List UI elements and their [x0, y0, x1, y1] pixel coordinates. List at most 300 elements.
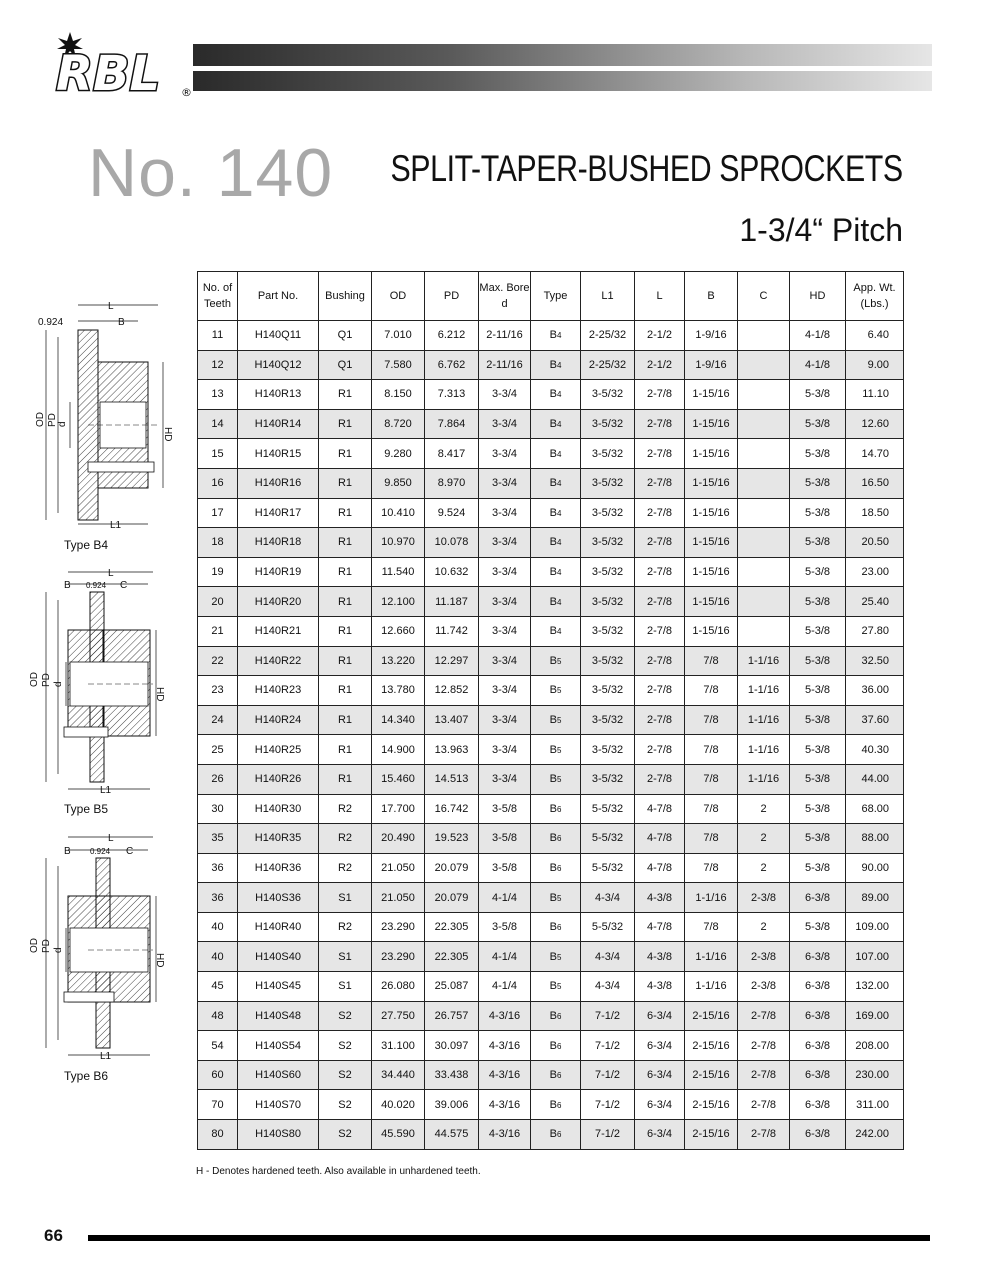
table-cell: H140S54 — [238, 1031, 319, 1061]
table-cell: 6-3/8 — [790, 883, 846, 913]
b6-l-label: L — [108, 833, 114, 844]
table-cell: B4 — [531, 616, 581, 646]
table-cell: 7-1/2 — [581, 1031, 635, 1061]
table-cell: 23 — [198, 676, 238, 706]
table-cell: B5 — [531, 646, 581, 676]
table-cell: 22.305 — [425, 912, 479, 942]
table-cell: S2 — [319, 1090, 372, 1120]
table-cell: Q1 — [319, 350, 372, 380]
table-cell: 1-9/16 — [685, 321, 738, 351]
table-cell: 35 — [198, 824, 238, 854]
table-cell: 9.280 — [372, 439, 425, 469]
table-cell: 3-5/32 — [581, 528, 635, 558]
table-cell: 7-1/2 — [581, 1001, 635, 1031]
table-cell: 5-3/8 — [790, 528, 846, 558]
table-cell: 2-15/16 — [685, 1090, 738, 1120]
table-cell: B5 — [531, 676, 581, 706]
table-cell: H140Q11 — [238, 321, 319, 351]
table-cell: H140R18 — [238, 528, 319, 558]
table-cell: 8.417 — [425, 439, 479, 469]
table-cell: 1-1/16 — [738, 676, 790, 706]
table-cell: H140S70 — [238, 1090, 319, 1120]
b4-l1-label: L1 — [110, 520, 122, 531]
table-cell: H140R25 — [238, 735, 319, 765]
col-header: App. Wt. (Lbs.) — [846, 272, 904, 321]
table-cell: 6-3/4 — [635, 1060, 685, 1090]
table-cell: 48 — [198, 1001, 238, 1031]
table-cell: 6-3/8 — [790, 1001, 846, 1031]
table-cell: 12.100 — [372, 587, 425, 617]
table-cell: B6 — [531, 1031, 581, 1061]
table-cell: 12.660 — [372, 616, 425, 646]
table-cell: R1 — [319, 498, 372, 528]
table-cell: 1-15/16 — [685, 498, 738, 528]
table-cell: Q1 — [319, 321, 372, 351]
table-cell: 5-3/8 — [790, 557, 846, 587]
table-cell: 9.850 — [372, 468, 425, 498]
table-cell: R1 — [319, 557, 372, 587]
table-cell: 3-5/32 — [581, 557, 635, 587]
table-cell — [738, 321, 790, 351]
table-cell: B5 — [531, 972, 581, 1002]
table-cell: B4 — [531, 587, 581, 617]
table-row — [198, 735, 904, 765]
table-cell — [738, 380, 790, 410]
table-cell — [738, 587, 790, 617]
table-cell: 1-1/16 — [738, 646, 790, 676]
table-cell: 5-3/8 — [790, 705, 846, 735]
table-cell: 40.020 — [372, 1090, 425, 1120]
table-cell: 4-3/8 — [635, 883, 685, 913]
table-cell: 6.762 — [425, 350, 479, 380]
table-cell: 5-3/8 — [790, 439, 846, 469]
table-cell: 39.006 — [425, 1090, 479, 1120]
col-header: C — [738, 272, 790, 321]
b5-b-label: B — [64, 580, 71, 591]
table-cell: 4-1/4 — [479, 972, 531, 1002]
table-cell: R2 — [319, 824, 372, 854]
col-header: No. of Teeth — [198, 272, 238, 321]
table-cell: 5-3/8 — [790, 646, 846, 676]
table-cell: 2-7/8 — [635, 439, 685, 469]
table-cell: 3-5/32 — [581, 587, 635, 617]
table-cell: R1 — [319, 587, 372, 617]
table-cell: 1-1/16 — [685, 883, 738, 913]
table-cell: 4-7/8 — [635, 794, 685, 824]
table-cell: 3-3/4 — [479, 587, 531, 617]
table-cell: H140R23 — [238, 676, 319, 706]
table-cell: 26.080 — [372, 972, 425, 1002]
table-cell: 11.10 — [846, 380, 904, 410]
col-header: Max. Bore d — [479, 272, 531, 321]
table-cell: 311.00 — [846, 1090, 904, 1120]
table-cell: 45.590 — [372, 1120, 425, 1150]
table-cell: 6-3/8 — [790, 942, 846, 972]
table-cell: 1-1/16 — [685, 972, 738, 1002]
table-cell: 2-7/8 — [635, 468, 685, 498]
table-cell: 6-3/4 — [635, 1120, 685, 1150]
table-cell: 2-25/32 — [581, 350, 635, 380]
table-cell: H140R19 — [238, 557, 319, 587]
table-cell: 3-5/8 — [479, 794, 531, 824]
table-cell: H140R17 — [238, 498, 319, 528]
table-cell: 3-3/4 — [479, 498, 531, 528]
table-cell — [738, 557, 790, 587]
table-cell — [738, 439, 790, 469]
table-cell: 80 — [198, 1120, 238, 1150]
table-cell: 6.212 — [425, 321, 479, 351]
table-cell: 1-1/16 — [738, 705, 790, 735]
table-row — [198, 528, 904, 558]
table-cell: H140R26 — [238, 764, 319, 794]
b4-hd-label: HD — [162, 427, 173, 442]
table-row — [198, 1031, 904, 1061]
col-header: B — [685, 272, 738, 321]
table-cell: 4-3/16 — [479, 1090, 531, 1120]
table-cell — [738, 409, 790, 439]
table-cell: 3-3/4 — [479, 735, 531, 765]
table-cell: S2 — [319, 1031, 372, 1061]
table-cell: 19.523 — [425, 824, 479, 854]
table-cell: 132.00 — [846, 972, 904, 1002]
table-cell: 1-1/16 — [738, 764, 790, 794]
table-cell: 31.100 — [372, 1031, 425, 1061]
table-cell: 40 — [198, 912, 238, 942]
table-cell: 4-3/4 — [581, 972, 635, 1002]
table-cell: 2-3/8 — [738, 972, 790, 1002]
table-cell: 8.970 — [425, 468, 479, 498]
table-cell: 14.900 — [372, 735, 425, 765]
table-cell: 6-3/8 — [790, 972, 846, 1002]
table-row — [198, 705, 904, 735]
table-cell: B5 — [531, 705, 581, 735]
table-cell: B4 — [531, 380, 581, 410]
table-cell: 7.580 — [372, 350, 425, 380]
table-cell: 3-3/4 — [479, 468, 531, 498]
table-cell: 4-7/8 — [635, 912, 685, 942]
table-cell: B5 — [531, 942, 581, 972]
table-cell: H140S45 — [238, 972, 319, 1002]
table-cell: 2-7/8 — [738, 1120, 790, 1150]
col-header: L1 — [581, 272, 635, 321]
table-cell: 21 — [198, 616, 238, 646]
table-cell: 3-3/4 — [479, 409, 531, 439]
svg-text:RBL: RBL — [56, 46, 161, 100]
table-cell: 6-3/4 — [635, 1031, 685, 1061]
table-cell: 12.297 — [425, 646, 479, 676]
table-cell: 2-3/8 — [738, 942, 790, 972]
table-cell: 19 — [198, 557, 238, 587]
table-cell: 88.00 — [846, 824, 904, 854]
table-cell: B5 — [531, 735, 581, 765]
table-cell: 5-3/8 — [790, 498, 846, 528]
table-cell: H140R22 — [238, 646, 319, 676]
table-cell: 2-7/8 — [635, 409, 685, 439]
b5-type-label: Type B5 — [64, 802, 109, 816]
table-cell: S2 — [319, 1120, 372, 1150]
table-row — [198, 1090, 904, 1120]
table-cell: 2-7/8 — [635, 498, 685, 528]
table-cell: B4 — [531, 498, 581, 528]
table-cell: 11.742 — [425, 616, 479, 646]
table-cell: 15 — [198, 439, 238, 469]
table-cell: 3-5/32 — [581, 616, 635, 646]
table-cell: 4-3/16 — [479, 1001, 531, 1031]
footnote: H - Denotes hardened teeth. Also available in unhardened teeth. — [196, 1166, 481, 1177]
table-row — [198, 498, 904, 528]
table-cell: B4 — [531, 409, 581, 439]
table-cell: R1 — [319, 468, 372, 498]
table-row — [198, 824, 904, 854]
table-cell: 9.524 — [425, 498, 479, 528]
b5-od-label: OD — [29, 672, 40, 687]
table-cell: 3-3/4 — [479, 439, 531, 469]
table-cell: R1 — [319, 676, 372, 706]
table-cell: 7/8 — [685, 853, 738, 883]
table-cell: 20.079 — [425, 853, 479, 883]
table-cell: 20 — [198, 587, 238, 617]
table-cell: B4 — [531, 557, 581, 587]
table-cell: 7/8 — [685, 735, 738, 765]
table-cell: 169.00 — [846, 1001, 904, 1031]
table-cell: 109.00 — [846, 912, 904, 942]
col-header: Type — [531, 272, 581, 321]
table-cell: 5-3/8 — [790, 824, 846, 854]
table-cell: H140R15 — [238, 439, 319, 469]
table-cell: 13.963 — [425, 735, 479, 765]
table-cell: 23.290 — [372, 942, 425, 972]
b6-dim-label: 0.924 — [90, 847, 111, 856]
table-cell: H140R35 — [238, 824, 319, 854]
table-cell: 4-1/8 — [790, 350, 846, 380]
table-cell: 3-5/32 — [581, 764, 635, 794]
table-cell: 13 — [198, 380, 238, 410]
sprocket-diagrams — [18, 262, 193, 1092]
table-cell: 7.313 — [425, 380, 479, 410]
table-cell: H140S80 — [238, 1120, 319, 1150]
table-cell: B4 — [531, 468, 581, 498]
table-cell: 24 — [198, 705, 238, 735]
table-cell: H140R30 — [238, 794, 319, 824]
table-cell: 1-1/16 — [738, 735, 790, 765]
table-cell: 44.575 — [425, 1120, 479, 1150]
table-cell: 5-3/8 — [790, 912, 846, 942]
table-cell: 22.305 — [425, 942, 479, 972]
table-cell: 25.087 — [425, 972, 479, 1002]
table-cell: 14.340 — [372, 705, 425, 735]
table-cell: 10.410 — [372, 498, 425, 528]
table-cell: 12.60 — [846, 409, 904, 439]
table-cell: 6-3/8 — [790, 1120, 846, 1150]
table-cell: 7/8 — [685, 705, 738, 735]
table-cell: 25.40 — [846, 587, 904, 617]
table-cell: B6 — [531, 1060, 581, 1090]
table-cell: 2-7/8 — [738, 1031, 790, 1061]
table-cell: 2-15/16 — [685, 1031, 738, 1061]
table-cell: 5-3/8 — [790, 616, 846, 646]
b5-l1-label: L1 — [100, 785, 112, 796]
table-cell: 5-3/8 — [790, 735, 846, 765]
table-cell: 44.00 — [846, 764, 904, 794]
table-cell: 2 — [738, 912, 790, 942]
table-cell: 3-5/32 — [581, 409, 635, 439]
table-row — [198, 972, 904, 1002]
table-cell: 2-3/8 — [738, 883, 790, 913]
table-cell: 21.050 — [372, 853, 425, 883]
table-cell: 5-3/8 — [790, 764, 846, 794]
table-cell: 1-15/16 — [685, 616, 738, 646]
b4-od-label: OD — [35, 412, 46, 427]
table-cell: 21.050 — [372, 883, 425, 913]
table-cell: 11.187 — [425, 587, 479, 617]
table-cell: 23.290 — [372, 912, 425, 942]
table-cell: 2-15/16 — [685, 1001, 738, 1031]
b6-b-label: B — [64, 846, 71, 857]
table-cell: B6 — [531, 824, 581, 854]
table-cell: 17.700 — [372, 794, 425, 824]
table-cell: 12 — [198, 350, 238, 380]
table-cell: 9.00 — [846, 350, 904, 380]
table-cell: 2-7/8 — [738, 1060, 790, 1090]
table-cell: S2 — [319, 1001, 372, 1031]
table-cell: H140R16 — [238, 468, 319, 498]
table-cell: 23.00 — [846, 557, 904, 587]
table-cell: 18 — [198, 528, 238, 558]
table-cell: 4-3/16 — [479, 1060, 531, 1090]
table-cell: 7/8 — [685, 912, 738, 942]
table-cell: 7-1/2 — [581, 1120, 635, 1150]
b5-l-label: L — [108, 568, 114, 579]
table-cell: R1 — [319, 380, 372, 410]
b6-pd-label: PD — [41, 939, 52, 953]
table-cell: H140Q12 — [238, 350, 319, 380]
table-cell: 5-3/8 — [790, 676, 846, 706]
table-cell: 4-3/16 — [479, 1120, 531, 1150]
b5-d-label: d — [53, 681, 64, 687]
table-cell: 7-1/2 — [581, 1090, 635, 1120]
table-cell: 45 — [198, 972, 238, 1002]
table-cell: 2-7/8 — [635, 764, 685, 794]
table-cell: 6.40 — [846, 321, 904, 351]
b4-type-label: Type B4 — [64, 538, 109, 552]
col-header: PD — [425, 272, 479, 321]
table-cell: 5-5/32 — [581, 824, 635, 854]
table-cell: 10.078 — [425, 528, 479, 558]
table-cell — [738, 468, 790, 498]
table-cell: 3-5/32 — [581, 380, 635, 410]
b4-l-label: L — [108, 301, 114, 312]
table-body — [198, 321, 904, 1150]
table-cell: 11.540 — [372, 557, 425, 587]
table-cell: 3-5/32 — [581, 676, 635, 706]
b6-c-label: C — [126, 846, 134, 857]
table-cell: 1-15/16 — [685, 587, 738, 617]
table-cell: 3-3/4 — [479, 676, 531, 706]
pitch-label: 1-3/4“ Pitch — [739, 212, 903, 248]
table-cell: 5-5/32 — [581, 912, 635, 942]
table-cell: R2 — [319, 794, 372, 824]
table-cell: 2-1/2 — [635, 350, 685, 380]
table-cell: R1 — [319, 528, 372, 558]
table-cell: B4 — [531, 350, 581, 380]
table-cell: 18.50 — [846, 498, 904, 528]
table-cell: 7/8 — [685, 764, 738, 794]
table-cell: R2 — [319, 853, 372, 883]
table-cell: 5-3/8 — [790, 853, 846, 883]
table-cell: B6 — [531, 1090, 581, 1120]
footer-rule — [88, 1235, 930, 1241]
diagram-type-b5 — [29, 568, 165, 816]
table-row — [198, 439, 904, 469]
col-header: Bushing — [319, 272, 372, 321]
table-cell: 2-25/32 — [581, 321, 635, 351]
table-cell: 208.00 — [846, 1031, 904, 1061]
b5-hd-label: HD — [154, 687, 165, 702]
table-row — [198, 1001, 904, 1031]
table-cell: 25 — [198, 735, 238, 765]
table-cell: 14 — [198, 409, 238, 439]
b5-dim-label: 0.924 — [86, 581, 107, 590]
table-cell: 5-3/8 — [790, 587, 846, 617]
table-cell: B6 — [531, 1001, 581, 1031]
table-cell: 2 — [738, 794, 790, 824]
table-cell: 20.079 — [425, 883, 479, 913]
table-cell: B6 — [531, 912, 581, 942]
table-cell: R1 — [319, 409, 372, 439]
b4-b-label: B — [118, 317, 125, 328]
table-cell: H140S40 — [238, 942, 319, 972]
b6-od-label: OD — [29, 938, 40, 953]
table-cell: 4-1/8 — [790, 321, 846, 351]
table-row — [198, 616, 904, 646]
table-cell: 7/8 — [685, 676, 738, 706]
page-title: SPLIT-TAPER-BUSHED SPROCKETS — [390, 148, 903, 189]
table-cell: 3-5/32 — [581, 735, 635, 765]
page-number: 66 — [44, 1226, 63, 1245]
table-cell: 3-5/8 — [479, 853, 531, 883]
table-cell: 1-15/16 — [685, 528, 738, 558]
table-cell: 12.852 — [425, 676, 479, 706]
rbl-logo — [50, 30, 200, 100]
table-cell: 7.864 — [425, 409, 479, 439]
table-row — [198, 764, 904, 794]
table-cell: B6 — [531, 853, 581, 883]
table-cell: 40.30 — [846, 735, 904, 765]
table-cell: 11 — [198, 321, 238, 351]
table-cell: 2-7/8 — [635, 616, 685, 646]
table-row — [198, 942, 904, 972]
table-cell: 242.00 — [846, 1120, 904, 1150]
table-cell: 1-15/16 — [685, 439, 738, 469]
table-row — [198, 912, 904, 942]
table-cell: B6 — [531, 1120, 581, 1150]
table-cell: 13.407 — [425, 705, 479, 735]
table-cell: 2-7/8 — [738, 1001, 790, 1031]
table-cell: 68.00 — [846, 794, 904, 824]
table-cell — [738, 350, 790, 380]
table-cell — [738, 498, 790, 528]
table-cell: 2-7/8 — [635, 587, 685, 617]
table-cell: H140R36 — [238, 853, 319, 883]
table-cell: R1 — [319, 705, 372, 735]
table-cell: 4-3/8 — [635, 972, 685, 1002]
col-header: HD — [790, 272, 846, 321]
table-cell: 20.50 — [846, 528, 904, 558]
table-cell: 5-3/8 — [790, 468, 846, 498]
table-cell: R1 — [319, 646, 372, 676]
table-cell: B4 — [531, 528, 581, 558]
svg-text:®: ® — [181, 86, 192, 99]
